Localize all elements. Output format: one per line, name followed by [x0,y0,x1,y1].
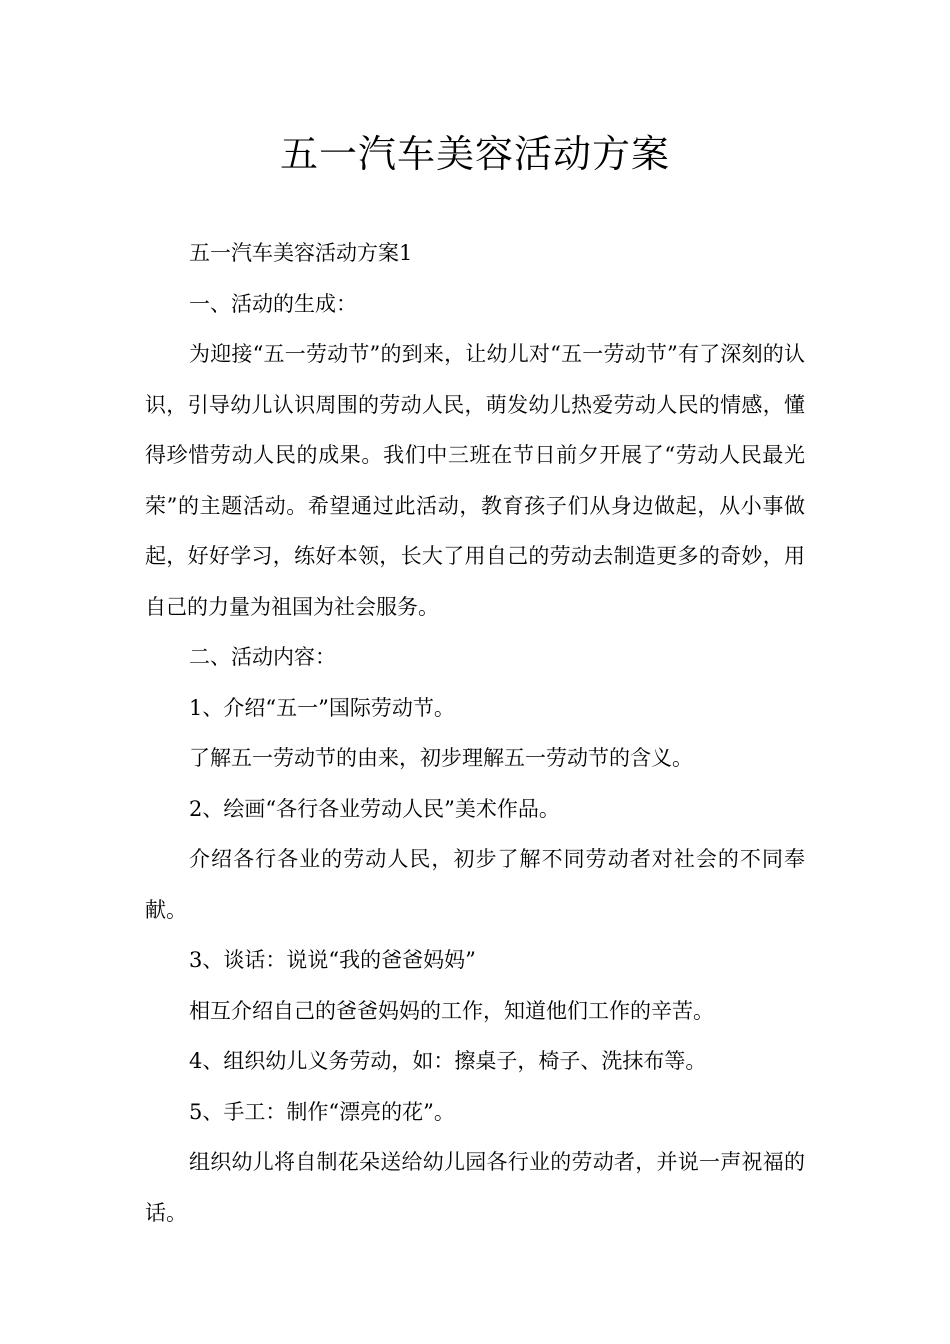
document-title: 五一汽车美容活动方案 [279,132,670,176]
list-item-5: 5、手工：制作“漂亮的花”。 [189,1099,455,1124]
paragraph-item-5-detail: 组织幼儿将自制花朵送给幼儿园各行业的劳动者，并说一声祝福的话。 [145,1150,805,1225]
paragraph-item-1-detail: 了解五一劳动节的由来，初步理解五一劳动节的含义。 [189,746,693,770]
paragraph-item-2-detail: 介绍各行各业的劳动人民，初步了解不同劳动者对社会的不同奉献。 [145,847,805,922]
paragraph-heading: 五一汽车美容活动方案1 [189,241,413,265]
section-heading-generation: 一、活动的生成： [189,291,357,316]
paragraph-item-3-detail: 相互介绍自己的爸爸妈妈的工作，知道他们工作的辛苦。 [189,998,714,1023]
list-item-1: 1、介绍“五一”国际劳动节。 [189,695,455,720]
list-item-4: 4、组织幼儿义务劳动，如：擦桌子，椅子、洗抹布等。 [189,1049,707,1073]
paragraph-intro: 为迎接“五一劳动节”的到来，让幼儿对“五一劳动节”有了深刻的认识，引导幼儿认识周围的劳动人民，萌发幼儿热爱劳动人民的情感，懂得珍惜劳动人民的成果。我们中三班在节日前夕开展了“劳动人民最光荣”的主题活动。希望通过此活动，教育孩子们从身边做起，从小事做起，好好学习，练好本领，长大了用自己的劳动去制造更多的奇妙，用自己的力量为祖国为社会服务。 [145,342,805,619]
list-item-2: 2、绘画“各行各业劳动人民”美术作品。 [189,796,560,821]
section-heading-content: 二、活动内容： [189,645,336,669]
document-body [145,228,805,1238]
list-item-3: 3、谈话：说说“我的爸爸妈妈” [189,948,476,972]
